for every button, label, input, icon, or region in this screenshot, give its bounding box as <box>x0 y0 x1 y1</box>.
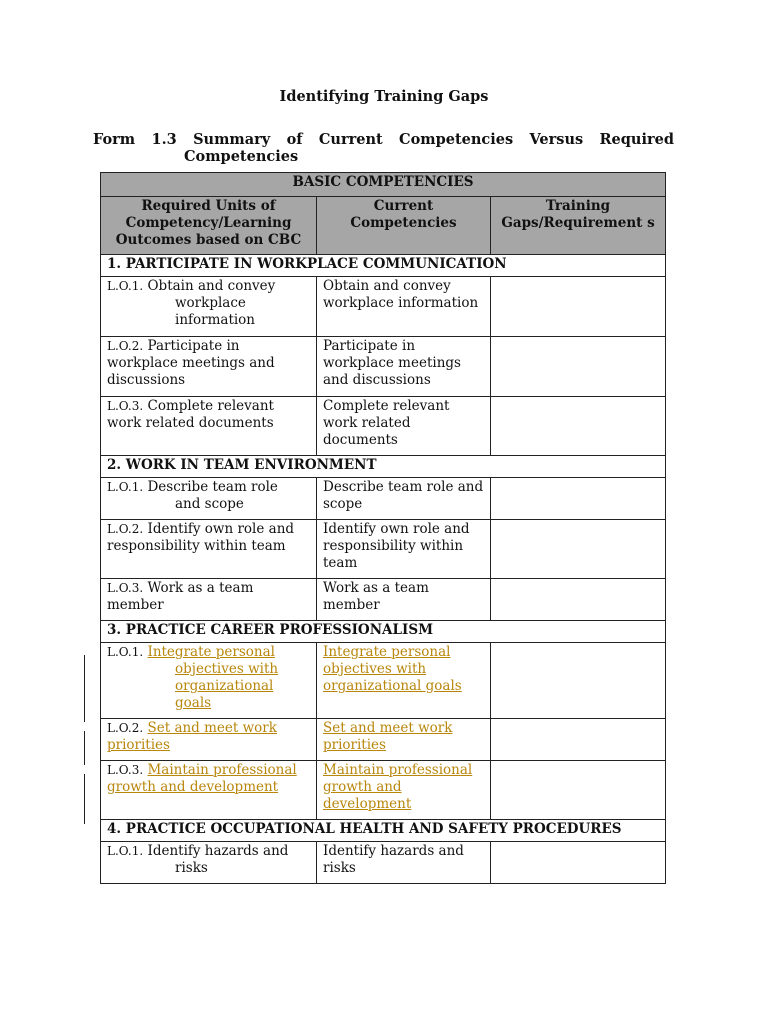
current-cell: Describe team role and scope <box>317 478 491 520</box>
form-heading <box>93 131 674 165</box>
lo-label: L.O.1. <box>107 645 144 659</box>
required-text: Complete relevant work related documents <box>107 398 274 431</box>
table-row <box>101 277 666 337</box>
lo-label: L.O.3. <box>107 581 144 595</box>
table-row <box>101 643 666 719</box>
gap-cell[interactable] <box>491 277 666 337</box>
current-cell: Identify own role and responsibility within team <box>317 520 491 579</box>
required-cell <box>101 579 317 621</box>
form-word: Current <box>318 131 383 148</box>
table-row <box>101 520 666 579</box>
unit-title: 3. PRACTICE CAREER PROFESSIONALISM <box>101 621 666 643</box>
form-heading-line2: Competencies <box>184 148 299 165</box>
table-row <box>101 579 666 621</box>
required-text: Describe team role <box>147 479 278 495</box>
required-text: Participate in workplace meetings and discussions <box>107 338 275 388</box>
lo-label: L.O.3. <box>107 763 144 777</box>
lo-label: L.O.2. <box>107 339 144 353</box>
required-cell <box>101 478 317 520</box>
gap-cell[interactable] <box>491 761 666 820</box>
required-text: Obtain and convey <box>147 278 276 294</box>
current-link[interactable]: Maintain professional growth and development <box>323 762 473 812</box>
unit-title: 4. PRACTICE OCCUPATIONAL HEALTH AND SAFETY PROCEDURES <box>101 820 666 842</box>
form-word: of <box>286 131 303 148</box>
gap-cell[interactable] <box>491 579 666 621</box>
current-link[interactable]: Integrate personal objectives with organizational goals <box>323 644 462 694</box>
required-cell <box>101 643 317 719</box>
required-cell <box>101 337 317 397</box>
current-cell: Identify hazards and risks <box>317 842 491 884</box>
table-row <box>101 761 666 820</box>
current-link[interactable]: Set and meet work priorities <box>323 720 453 753</box>
table-row <box>101 337 666 397</box>
gap-cell[interactable] <box>491 520 666 579</box>
current-cell <box>317 761 491 820</box>
gap-cell[interactable] <box>491 337 666 397</box>
form-word: Required <box>599 131 674 148</box>
current-cell: Obtain and convey workplace information <box>317 277 491 337</box>
form-word: Versus <box>529 131 584 148</box>
page-title: Identifying Training Gaps <box>279 88 489 105</box>
form-word: Summary <box>193 131 271 148</box>
required-link-cont[interactable]: objectives with organizational goals <box>175 661 279 711</box>
required-text-cont: risks <box>175 860 208 876</box>
current-cell: Complete relevant work related documents <box>317 397 491 456</box>
required-cell <box>101 719 317 761</box>
required-cell <box>101 842 317 884</box>
gap-cell[interactable] <box>491 397 666 456</box>
table-row <box>101 719 666 761</box>
change-bar <box>84 731 85 765</box>
required-cell <box>101 397 317 456</box>
required-cell <box>101 761 317 820</box>
current-cell: Participate in workplace meetings and discussions <box>317 337 491 397</box>
gap-cell[interactable] <box>491 643 666 719</box>
required-text-cont: and scope <box>175 496 244 512</box>
lo-label: L.O.3. <box>107 399 144 413</box>
col-header-gaps: Training Gaps/Requirement s <box>491 197 666 255</box>
form-word: Competencies <box>399 131 514 148</box>
col-header-current: Current Competencies <box>317 197 491 255</box>
required-cell <box>101 277 317 337</box>
required-link[interactable]: Integrate personal <box>147 644 275 660</box>
required-text: Identify hazards and <box>147 843 289 859</box>
required-text: Work as a team member <box>107 580 254 613</box>
gap-cell[interactable] <box>491 842 666 884</box>
current-cell <box>317 643 491 719</box>
lo-label: L.O.2. <box>107 522 144 536</box>
table-row <box>101 478 666 520</box>
competency-table <box>100 172 666 884</box>
unit-title: 1. PARTICIPATE IN WORKPLACE COMMUNICATION <box>101 255 666 277</box>
col-header-required: Required Units of Competency/Learning Outcomes based on CBC <box>101 197 317 255</box>
required-link[interactable]: Set and meet work priorities <box>107 720 277 753</box>
change-bar <box>84 774 85 824</box>
section-header: BASIC COMPETENCIES <box>101 173 666 197</box>
unit-title: 2. WORK IN TEAM ENVIRONMENT <box>101 456 666 478</box>
required-link[interactable]: Maintain professional growth and development <box>107 762 297 795</box>
form-number: 1.3 <box>151 131 177 148</box>
table-row <box>101 397 666 456</box>
form-label: Form <box>93 131 136 148</box>
current-cell <box>317 719 491 761</box>
required-text: Identify own role and responsibility within team <box>107 521 295 554</box>
required-cell <box>101 520 317 579</box>
lo-label: L.O.1. <box>107 480 144 494</box>
lo-label: L.O.2. <box>107 721 144 735</box>
lo-label: L.O.1. <box>107 844 144 858</box>
gap-cell[interactable] <box>491 478 666 520</box>
current-cell: Work as a team member <box>317 579 491 621</box>
lo-label: L.O.1. <box>107 279 144 293</box>
required-text-cont: workplace information <box>175 295 256 328</box>
gap-cell[interactable] <box>491 719 666 761</box>
table-row <box>101 842 666 884</box>
change-bar <box>84 655 85 722</box>
